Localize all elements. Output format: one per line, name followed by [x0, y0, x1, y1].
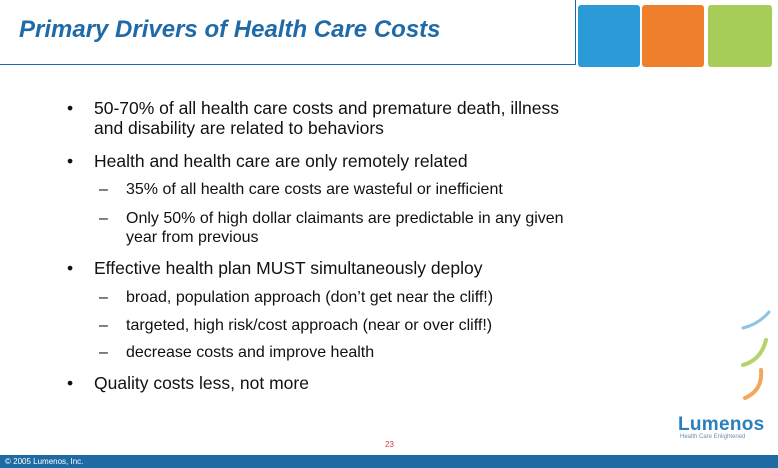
sub-bullet-item — [99, 288, 494, 307]
footer-bar — [0, 455, 778, 468]
sub-bullet-text-line: year from previous — [126, 229, 259, 246]
decor-square-blue — [578, 5, 640, 67]
page-number: 23 — [385, 440, 394, 449]
arc-blue — [743, 312, 769, 328]
sub-bullet-item — [99, 343, 375, 362]
title-rule — [0, 64, 576, 65]
bullet-item — [67, 258, 483, 278]
arc-orange — [745, 370, 761, 398]
bullet-text-line: Effective health plan MUST simultaneously deploy — [94, 258, 483, 278]
bullet-text-line: Quality costs less, not more — [94, 373, 309, 393]
copyright-text: © 2005 Lumenos, Inc. — [5, 457, 84, 466]
logo-arcs-decoration — [733, 310, 778, 420]
bullet-symbol: • — [67, 373, 74, 393]
decor-square-orange — [642, 5, 704, 67]
dash-symbol: – — [99, 317, 108, 334]
arc-green — [743, 340, 766, 365]
bullet-text-line: 50-70% of all health care costs and premature death, illness — [94, 98, 559, 118]
bullet-text-line: Health and health care are only remotely related — [94, 151, 468, 171]
dash-symbol: – — [99, 344, 108, 361]
bullet-item — [67, 373, 309, 393]
bullet-item — [67, 98, 559, 138]
bullet-item — [67, 151, 468, 171]
sub-bullet-text-line: decrease costs and improve health — [126, 344, 375, 361]
logo-tagline-text: Health Care Enlightened — [680, 434, 746, 440]
title-text: Primary Drivers of Health Care Costs — [19, 16, 441, 43]
bullet-symbol: • — [67, 98, 74, 118]
bullet-symbol: • — [67, 258, 74, 278]
sub-bullet-text-line: broad, population approach (don’t get near the cliff!) — [126, 289, 494, 306]
sub-bullet-item — [99, 180, 503, 199]
dash-symbol: – — [99, 289, 108, 306]
sub-bullet-item — [99, 316, 493, 335]
lumenos-logo — [678, 414, 765, 440]
dash-symbol: – — [99, 210, 108, 227]
title-rule-vertical — [575, 0, 576, 65]
bullet-text-line: and disability are related to behaviors — [94, 118, 384, 138]
sub-bullet-text-line: targeted, high risk/cost approach (near or over cliff!) — [126, 317, 493, 334]
bullet-symbol: • — [67, 151, 74, 171]
logo-name-text: Lumenos — [678, 414, 765, 435]
dash-symbol: – — [99, 181, 108, 198]
sub-bullet-text-line: Only 50% of high dollar claimants are predictable in any given — [126, 210, 564, 227]
decor-square-green — [708, 5, 772, 67]
sub-bullet-text-line: 35% of all health care costs are wasteful or inefficient — [126, 181, 503, 198]
sub-bullet-item — [99, 209, 564, 247]
